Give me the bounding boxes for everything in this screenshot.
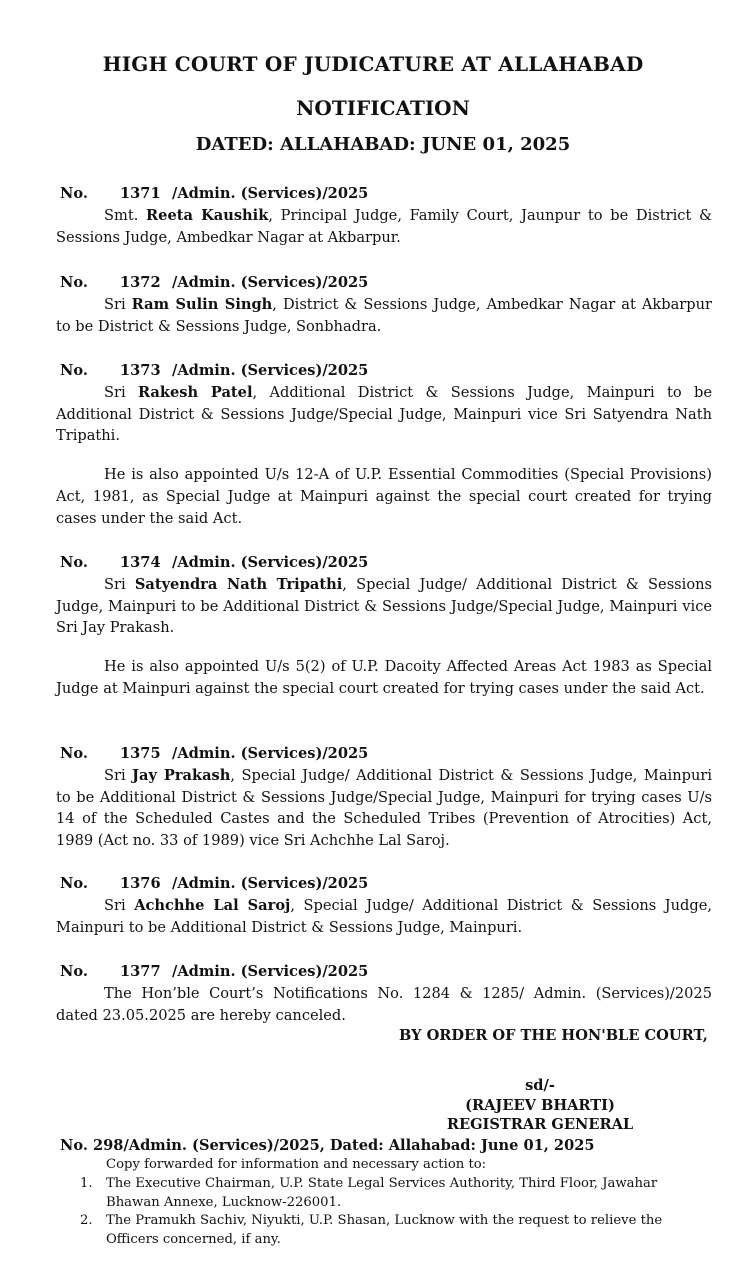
entry-no-label: No. bbox=[60, 362, 88, 379]
entry-paragraph: The Hon’ble Court’s Notifications No. 1284 & 1285/ Admin. (Services)/2025 dated 23.05.2025 are hereby canceled. bbox=[56, 984, 712, 1024]
order-line: BY ORDER OF THE HON'BLE COURT, bbox=[399, 1027, 708, 1044]
entry-reference: /Admin. (Services)/2025 bbox=[172, 274, 369, 291]
list-item bbox=[80, 1212, 714, 1249]
entry-number: 1374 bbox=[120, 554, 161, 571]
entry-paragraph: Smt. Reeta Kaushik, Principal Judge, Family Court, Jaunpur to be District & Sessions Judge, Ambedkar Nagar at Akbarpur. bbox=[56, 206, 712, 246]
officer-name: Rakesh Patel bbox=[137, 383, 253, 401]
notification-entry bbox=[56, 272, 712, 337]
entry-number: 1372 bbox=[120, 274, 161, 291]
entry-heading bbox=[60, 743, 712, 765]
entry-no-label: No. bbox=[60, 745, 88, 762]
entry-heading bbox=[60, 360, 712, 382]
entry-reference: /Admin. (Services)/2025 bbox=[172, 745, 369, 762]
entry-reference: /Admin. (Services)/2025 bbox=[172, 875, 369, 892]
copy-recipient-list bbox=[80, 1175, 714, 1249]
entry-no-label: No. bbox=[60, 875, 88, 892]
entry-reference: /Admin. (Services)/2025 bbox=[172, 554, 369, 571]
officer-name: Reeta Kaushik bbox=[146, 206, 269, 224]
entry-no-label: No. bbox=[60, 274, 88, 291]
entry-reference: /Admin. (Services)/2025 bbox=[172, 963, 369, 980]
entry-no-label: No. bbox=[60, 554, 88, 571]
officer-name: Jay Prakash bbox=[132, 766, 231, 784]
entry-heading bbox=[60, 183, 712, 205]
notification-entry bbox=[56, 961, 712, 1026]
list-item-text: The Pramukh Sachiv, Niyukti, U.P. Shasan, Lucknow with the request to relieve the Officers concerned, if any. bbox=[106, 1213, 663, 1247]
endorsement-heading: No. 298/Admin. (Services)/2025, Dated: Allahabad: June 01, 2025 bbox=[60, 1137, 595, 1154]
copy-forwarded-line: Copy forwarded for information and necessary action to: bbox=[106, 1157, 487, 1172]
list-item-text: The Executive Chairman, U.P. State Legal Services Authority, Third Floor, Jawahar Bhawan Annexe, Lucknow-226001. bbox=[106, 1176, 658, 1210]
notification-entry bbox=[56, 873, 712, 938]
officer-name: Ram Sulin Singh bbox=[131, 295, 273, 313]
entry-paragraph: Sri Achchhe Lal Saroj, Special Judge/ Additional District & Sessions Judge, Mainpuri to be Additional District & Sessions Judge, Mainpuri. bbox=[56, 896, 712, 936]
list-item-number: 2. bbox=[80, 1213, 93, 1228]
entry-heading bbox=[60, 873, 712, 895]
entry-no-label: No. bbox=[60, 185, 88, 202]
entry-number: 1371 bbox=[120, 185, 161, 202]
signatory-name: (RAJEEV BHARTI) bbox=[465, 1097, 615, 1114]
notification-entry bbox=[56, 360, 712, 530]
entry-number: 1375 bbox=[120, 745, 161, 762]
notification-entry bbox=[56, 743, 712, 852]
entry-paragraph: Sri Ram Sulin Singh, District & Sessions Judge, Ambedkar Nagar at Akbarpur to be District & Sessions Judge, Sonbhadra. bbox=[56, 295, 712, 335]
entry-paragraph: He is also appointed U/s 12-A of U.P. Essential Commodities (Special Provisions) Act, 1981, as Special Judge at Mainpuri against the special court created for trying cases under the said Act. bbox=[56, 466, 712, 527]
officer-name: Satyendra Nath Tripathi bbox=[134, 575, 343, 593]
entry-paragraph: Sri Jay Prakash, Special Judge/ Additional District & Sessions Judge, Mainpuri to be Additional District & Sessions Judge/Special Judge, Mainpuri for trying cases U/s 14 of the Scheduled Castes and the Scheduled Tribes (Prevention of Atrocities) Act, 1989 (Act no. 33 of 1989) vice Sri Achchhe Lal Saroj. bbox=[56, 766, 712, 850]
list-item bbox=[80, 1175, 714, 1212]
signatory-designation: REGISTRAR GENERAL bbox=[446, 1116, 634, 1133]
notification-entry bbox=[56, 183, 712, 248]
entry-heading bbox=[60, 961, 712, 983]
entry-number: 1373 bbox=[120, 362, 161, 379]
officer-name: Achchhe Lal Saroj bbox=[134, 896, 291, 914]
entry-reference: /Admin. (Services)/2025 bbox=[172, 185, 369, 202]
entry-heading bbox=[60, 552, 712, 574]
notification-heading: NOTIFICATION bbox=[296, 96, 470, 120]
notification-entry bbox=[56, 552, 712, 700]
entry-paragraph: Sri Satyendra Nath Tripathi, Special Judge/ Additional District & Sessions Judge, Mainpuri to be Additional District & Sessions Judge/Special Judge, Mainpuri vice Sri Jay Prakash. bbox=[56, 575, 713, 637]
entry-number: 1376 bbox=[120, 875, 161, 892]
entry-no-label: No. bbox=[60, 963, 88, 980]
court-title: HIGH COURT OF JUDICATURE AT ALLAHABAD bbox=[102, 52, 644, 76]
entry-heading bbox=[60, 272, 712, 294]
entry-number: 1377 bbox=[120, 963, 161, 980]
entry-paragraph: Sri Rakesh Patel, Additional District & Sessions Judge, Mainpuri to be Additional District & Sessions Judge/Special Judge, Mainpuri vice Sri Satyendra Nath Tripathi. bbox=[56, 383, 712, 445]
signature-sd: sd/- bbox=[525, 1077, 555, 1094]
notification-date: DATED: ALLAHABAD: JUNE 01, 2025 bbox=[195, 134, 571, 155]
entry-paragraph: He is also appointed U/s 5(2) of U.P. Dacoity Affected Areas Act 1983 as Special Judge at Mainpuri against the special court created for trying cases under the said Act. bbox=[56, 658, 712, 697]
list-item-number: 1. bbox=[80, 1176, 93, 1191]
entry-reference: /Admin. (Services)/2025 bbox=[172, 362, 369, 379]
